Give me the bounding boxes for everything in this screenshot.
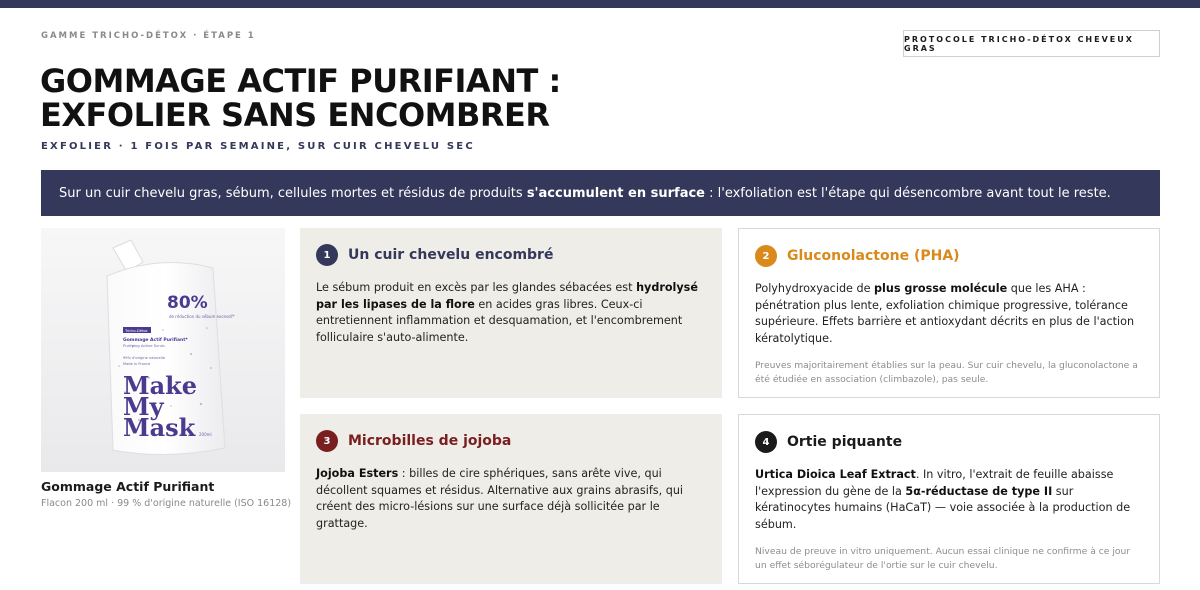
- pouch-volume: 200ml: [199, 432, 212, 437]
- card-title: Microbilles de jojoba: [348, 433, 512, 449]
- card-body-text: . In vitro, l'extrait de feuille abaisse l'expression du gène de la: [755, 468, 1114, 498]
- card-body-bold: plus grosse molécule: [874, 282, 1008, 295]
- card-header: [755, 245, 1143, 267]
- intro-banner: [41, 170, 1160, 216]
- card-evidence-note: Niveau de preuve in vitro uniquement. Aucun essai clinique ne confirme à ce jour un effet séborégulateur de l'ortie sur le cuir chevelu.: [755, 546, 1131, 571]
- card-jojoba-beads: [300, 414, 722, 584]
- usage-subtitle: EXFOLIER · 1 FOIS PAR SEMAINE, SUR CUIR CHEVELU SEC: [41, 141, 475, 152]
- pouch-brand-line-1: Make: [123, 371, 198, 400]
- pouch-percent-caption: de réduction du sébum excessif*: [169, 314, 235, 319]
- top-accent-bar: [0, 0, 1200, 8]
- pouch-brand-small: Tricho-Détox: [125, 329, 148, 333]
- card-header: [755, 431, 1143, 453]
- card-body-text: Le sébum produit en excès par les glandes sébacées est: [316, 281, 637, 294]
- pouch-origin: 99% d'origine naturelle: [123, 356, 165, 360]
- card-body-text: Polyhydroxyacide de: [755, 282, 875, 295]
- range-eyebrow: GAMME TRICHO-DÉTOX · ÉTAPE 1: [41, 31, 256, 41]
- banner-text-after: : l'exfoliation est l'étape qui désencombre avant tout le reste.: [705, 185, 1111, 201]
- card-body-bold: 5α-réductase de type II: [905, 484, 1053, 498]
- card-body-text: en acides gras libres. Ceux-ci entretiennent inflammation et desquamation, et l'encombrement folliculaire s'auto-alimente.: [316, 297, 683, 344]
- card-body: [316, 466, 706, 532]
- card-body-bold: Jojoba Esters: [316, 467, 399, 480]
- pouch-product-name: Gommage Actif Purifiant*: [123, 338, 188, 343]
- card-evidence-note: Preuves majoritairement établies sur la peau. Sur cuir chevelu, la gluconolactone a été étudiée en association (climbazole), pas seule.: [755, 360, 1138, 385]
- product-name: Gommage Actif Purifiant: [41, 479, 215, 494]
- pouch-brand-line-2: My: [123, 392, 164, 421]
- card-body: [755, 281, 1143, 347]
- banner-text-before: Sur un cuir chevelu gras, sébum, cellules mortes et résidus de produits: [59, 185, 527, 201]
- pouch-brand-line-3: Mask: [123, 413, 196, 442]
- banner-text-bold: s'accumulent en surface: [526, 185, 705, 201]
- card-body-text: : billes de cire sphériques, sans arête vive, qui décollent squames et résidus. Alternative aux grains abrasifs, qui créent des micro-lésions sur une surface déjà sollicitée par le grattage.: [316, 467, 684, 530]
- card-scalp-congestion: [300, 228, 722, 398]
- page-title-line-2: EXFOLIER SANS ENCOMBRER: [40, 96, 550, 134]
- card-number-badge: 3: [316, 430, 338, 452]
- intro-banner-text: [59, 186, 1111, 201]
- card-number-badge: 1: [316, 244, 338, 266]
- product-image: [41, 228, 285, 472]
- card-body-bold: Urtica Dioica Leaf Extract: [755, 468, 916, 481]
- card-body-bold: hydrolysé par les lipases de la flore: [316, 281, 698, 311]
- card-number-badge: 2: [755, 245, 777, 267]
- product-pouch-illustration: [41, 228, 285, 472]
- card-title: Gluconolactone (PHA): [787, 248, 960, 264]
- card-title: Un cuir chevelu encombré: [348, 247, 554, 263]
- card-nettle: [738, 414, 1160, 584]
- product-meta: Flacon 200 ml · 99 % d'origine naturelle (ISO 16128): [41, 498, 292, 509]
- card-body: [316, 280, 706, 346]
- pouch-percent: 80%: [167, 293, 208, 313]
- page-title: [40, 64, 600, 132]
- card-header: [316, 244, 706, 266]
- pouch-product-name-en: Purifying Active Scrub: [123, 343, 165, 348]
- card-body-text: que les AHA : pénétration plus lente, exfoliation chimique progressive, tolérance supérieure. Effets barrière et antioxydant décrits en plus de l'action kératolytique.: [755, 282, 1135, 345]
- pouch-made-in: Made in France: [123, 362, 151, 366]
- card-title: Ortie piquante: [787, 434, 903, 450]
- protocol-button[interactable]: PROTOCOLE TRICHO-DÉTOX CHEVEUX GRAS: [903, 30, 1160, 57]
- card-header: [316, 430, 706, 452]
- page-title-line-1: GOMMAGE ACTIF PURIFIANT :: [40, 62, 561, 100]
- card-number-badge: 4: [755, 431, 777, 453]
- card-gluconolactone: [738, 228, 1160, 398]
- card-body: [755, 467, 1143, 533]
- card-body-text: sur kératinocytes humains (HaCaT) — voie associée à la production de sébum.: [755, 484, 1131, 531]
